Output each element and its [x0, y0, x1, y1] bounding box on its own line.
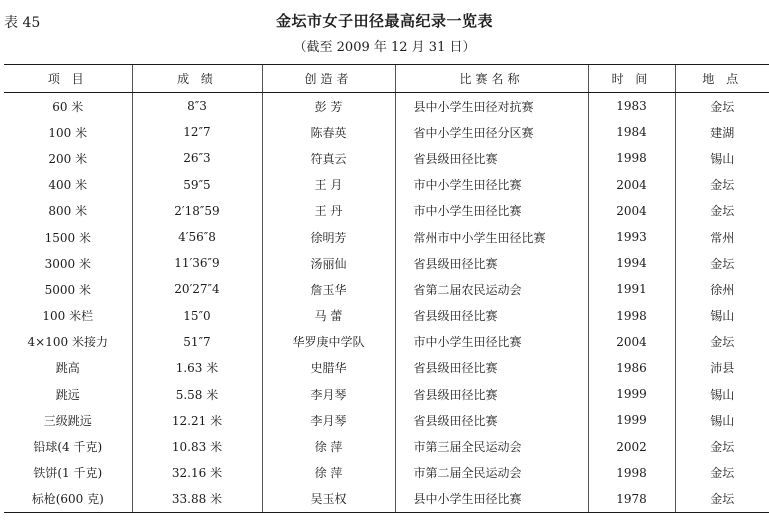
record-holder-cell: 徐明芳 — [262, 224, 395, 250]
record-holder-cell: 汤丽仙 — [262, 250, 395, 276]
result-cell: 51″7 — [132, 329, 262, 355]
record-holder-cell: 符真云 — [262, 145, 395, 171]
table-body — [4, 93, 769, 513]
location-cell: 建湖 — [675, 119, 769, 145]
event-cell: 标枪(600 克) — [4, 486, 132, 513]
location-cell: 锡山 — [675, 303, 769, 329]
location-cell: 金坛 — [675, 329, 769, 355]
record-holder-cell: 李月琴 — [262, 407, 395, 433]
record-holder-cell: 马 蕾 — [262, 303, 395, 329]
event-cell: 4×100 米接力 — [27, 335, 108, 350]
location-cell: 锡山 — [675, 381, 769, 407]
record-holder-cell: 陈春英 — [262, 119, 395, 145]
location-cell: 常州 — [675, 224, 769, 250]
record-holder-cell: 王 月 — [262, 172, 395, 198]
result-cell: 15″0 — [132, 303, 262, 329]
competition-cell: 省中小学生田径分区赛 — [395, 119, 588, 145]
competition-cell: 省第二届农民运动会 — [395, 276, 588, 302]
year-cell: 1999 — [588, 407, 675, 433]
result-cell: 12.21 米 — [132, 407, 262, 433]
event-cell: 铅球(4 千克) — [33, 440, 103, 455]
competition-cell: 市中小学生田径比赛 — [395, 198, 588, 224]
year-cell: 2002 — [588, 433, 675, 459]
event-cell: 三级跳远 — [43, 413, 92, 428]
competition-cell: 市中小学生田径比赛 — [395, 329, 588, 355]
event-cell: 跳远 — [55, 387, 80, 402]
location-cell: 金坛 — [675, 93, 769, 120]
year-cell: 2004 — [588, 172, 675, 198]
header-result: 成 绩 — [132, 65, 262, 93]
year-cell: 2004 — [588, 329, 675, 355]
event-cell: 400 米 — [48, 178, 88, 193]
location-cell: 沛县 — [675, 355, 769, 381]
event-cell: 跳高 — [55, 361, 80, 376]
year-cell: 1978 — [588, 486, 675, 513]
location-cell: 金坛 — [675, 460, 769, 486]
header-competition: 比赛名称 — [395, 65, 588, 93]
year-cell: 1983 — [588, 93, 675, 120]
table-header — [4, 65, 769, 93]
table-row — [4, 381, 769, 407]
table-row — [4, 486, 769, 513]
event-cell: 200 米 — [48, 151, 88, 166]
table-subtitle: （截至 2009 年 12 月 31 日） — [293, 40, 476, 55]
event-cell: 60 米 — [52, 99, 84, 114]
header-row — [4, 65, 769, 93]
event-cell: 100 米栏 — [42, 309, 94, 324]
event-cell: 3000 米 — [44, 256, 91, 271]
competition-cell: 省县级田径比赛 — [395, 145, 588, 171]
year-cell: 1986 — [588, 355, 675, 381]
event-cell: 100 米 — [48, 125, 88, 140]
result-cell: 1.63 米 — [132, 355, 262, 381]
record-holder-cell: 吴玉权 — [262, 486, 395, 513]
table-row — [4, 172, 769, 198]
result-cell: 33.88 米 — [132, 486, 262, 513]
competition-cell: 省县级田径比赛 — [395, 303, 588, 329]
location-cell: 金坛 — [675, 198, 769, 224]
result-cell: 5.58 米 — [132, 381, 262, 407]
table-row — [4, 355, 769, 381]
result-cell: 4′56″8 — [132, 224, 262, 250]
competition-cell: 常州市中小学生田径比赛 — [395, 224, 588, 250]
result-cell: 26″3 — [132, 145, 262, 171]
table-row — [4, 93, 769, 120]
competition-cell: 县中小学生田径比赛 — [395, 486, 588, 513]
year-cell: 1991 — [588, 276, 675, 302]
header-year: 时 间 — [588, 65, 675, 93]
table-row — [4, 224, 769, 250]
table-row — [4, 250, 769, 276]
record-holder-cell: 史腊华 — [262, 355, 395, 381]
year-cell: 2004 — [588, 198, 675, 224]
event-cell: 铁饼(1 千克) — [33, 466, 103, 481]
result-cell: 11′36″9 — [132, 250, 262, 276]
year-cell: 1993 — [588, 224, 675, 250]
record-holder-cell: 李月琴 — [262, 381, 395, 407]
competition-cell: 市中小学生田径比赛 — [395, 172, 588, 198]
records-table — [4, 64, 769, 513]
location-cell: 锡山 — [675, 407, 769, 433]
table-row — [4, 329, 769, 355]
table-row — [4, 145, 769, 171]
result-cell: 10.83 米 — [132, 433, 262, 459]
table-row — [4, 433, 769, 459]
table-row — [4, 119, 769, 145]
competition-cell: 市第三届全民运动会 — [395, 433, 588, 459]
competition-cell: 省县级田径比赛 — [395, 381, 588, 407]
location-cell: 金坛 — [675, 486, 769, 513]
table-row — [4, 276, 769, 302]
competition-cell: 县中小学生田径对抗赛 — [395, 93, 588, 120]
location-cell: 锡山 — [675, 145, 769, 171]
table-row — [4, 460, 769, 486]
record-holder-cell: 徐 萍 — [262, 433, 395, 459]
table-title: 金坛市女子田径最高纪录一览表 — [275, 12, 493, 30]
competition-cell: 省县级田径比赛 — [395, 355, 588, 381]
table-number: 表 45 — [4, 15, 41, 31]
table-row — [4, 407, 769, 433]
year-cell: 1998 — [588, 145, 675, 171]
header-event: 项 目 — [4, 65, 132, 93]
competition-cell: 市第二届全民运动会 — [395, 460, 588, 486]
competition-cell: 省县级田径比赛 — [395, 250, 588, 276]
header-location: 地 点 — [675, 65, 769, 93]
result-cell: 20′27″4 — [132, 276, 262, 302]
record-holder-cell: 徐 萍 — [262, 460, 395, 486]
year-cell: 1994 — [588, 250, 675, 276]
event-cell: 5000 米 — [44, 282, 91, 297]
event-cell: 1500 米 — [44, 230, 91, 245]
record-holder-cell: 彭 芳 — [262, 93, 395, 120]
result-cell: 59″5 — [132, 172, 262, 198]
location-cell: 金坛 — [675, 172, 769, 198]
record-holder-cell: 王 丹 — [262, 198, 395, 224]
result-cell: 8″3 — [132, 93, 262, 120]
year-cell: 1984 — [588, 119, 675, 145]
location-cell: 金坛 — [675, 250, 769, 276]
record-holder-cell: 华罗庚中学队 — [262, 329, 395, 355]
table-row — [4, 198, 769, 224]
record-holder-cell: 詹玉华 — [262, 276, 395, 302]
year-cell: 1999 — [588, 381, 675, 407]
location-cell: 徐州 — [675, 276, 769, 302]
event-cell: 800 米 — [48, 204, 88, 219]
result-cell: 12″7 — [132, 119, 262, 145]
location-cell: 金坛 — [675, 433, 769, 459]
year-cell: 1998 — [588, 303, 675, 329]
result-cell: 2′18″59 — [132, 198, 262, 224]
competition-cell: 省县级田径比赛 — [395, 407, 588, 433]
table-row — [4, 303, 769, 329]
year-cell: 1998 — [588, 460, 675, 486]
result-cell: 32.16 米 — [132, 460, 262, 486]
header-record-holder: 创造者 — [262, 65, 395, 93]
